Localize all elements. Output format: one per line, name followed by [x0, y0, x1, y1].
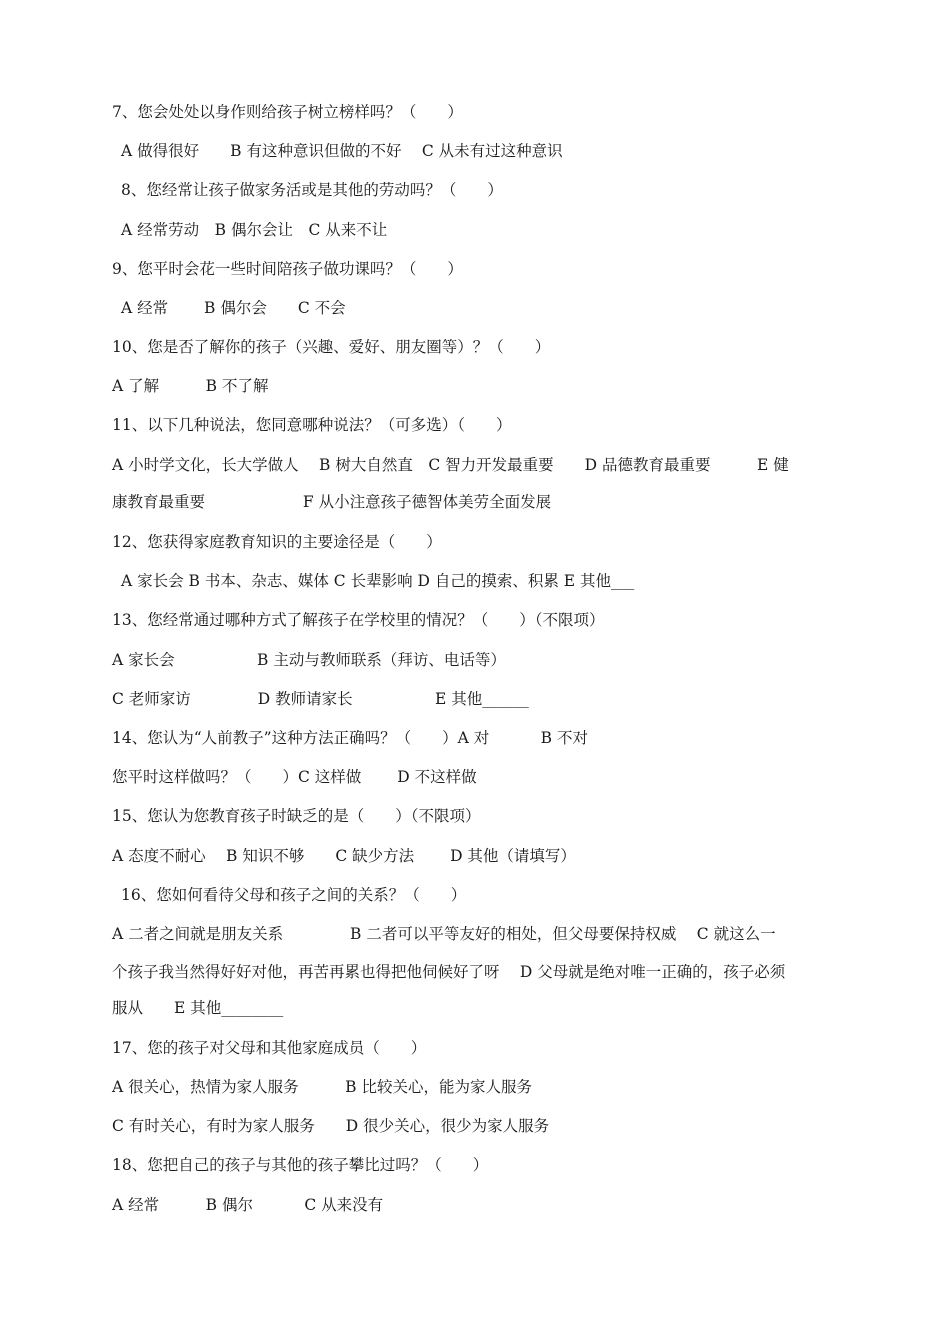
question-7: 7、您会处处以身作则给孩子树立榜样吗？（ ）: [112, 103, 463, 121]
question-8-options: A 经常劳动 B 偶尔会让 C 从来不让: [121, 221, 388, 239]
question-16-options-line-3: 服从 E 其他________: [112, 999, 284, 1017]
question-18-options: A 经常 B 偶尔 C 从来没有: [112, 1196, 384, 1214]
question-9: 9、您平时会花一些时间陪孩子做功课吗？（ ）: [112, 260, 463, 278]
question-7-options: A 做得很好 B 有这种意识但做的不好 C 从未有过这种意识: [121, 142, 563, 160]
question-11: 11、以下几种说法，您同意哪种说法？（可多选）（ ）: [112, 416, 512, 434]
question-16-options-line-2: 个孩子我当然得好好对他，再苦再累也得把他伺候好了呀 D 父母就是绝对唯一正确的，孩子必须: [112, 963, 786, 981]
question-8: 8、您经常让孩子做家务活或是其他的劳动吗？（ ）: [121, 181, 503, 199]
question-16-options-line-1: A 二者之间就是朋友关系 B 二者可以平等友好的相处，但父母要保持权威 C 就这么一: [112, 925, 776, 943]
question-14-followup: 您平时这样做吗？（ ）C 这样做 D 不这样做: [112, 768, 477, 786]
question-14: 14、您认为“人前教子”这种方法正确吗？（ ）A 对 B 不对: [112, 729, 588, 747]
question-13-options-line-2: C 老师家访 D 教师请家长 E 其他______: [112, 690, 529, 708]
question-12-options: A 家长会 B 书本、杂志、媒体 C 长辈影响 D 自己的摸索、积累 E 其他___: [121, 572, 635, 590]
question-17: 17、您的孩子对父母和其他家庭成员（ ）: [112, 1039, 427, 1057]
question-13: 13、您经常通过哪种方式了解孩子在学校里的情况？（ ）（不限项）: [112, 611, 605, 629]
question-11-options-line-1: A 小时学文化，长大学做人 B 树大自然直 C 智力开发最重要 D 品德教育最重要 E 健: [112, 456, 789, 474]
question-13-options-line-1: A 家长会 B 主动与教师联系（拜访、电话等）: [112, 651, 506, 669]
question-17-options-line-2: C 有时关心，有时为家人服务 D 很少关心，很少为家人服务: [112, 1117, 550, 1135]
question-10-options: A 了解 B 不了解: [112, 377, 269, 395]
question-15-options: A 态度不耐心 B 知识不够 C 缺少方法 D 其他（请填写）: [112, 847, 576, 865]
question-12: 12、您获得家庭教育知识的主要途径是（ ）: [112, 533, 442, 551]
question-9-options: A 经常 B 偶尔会 C 不会: [121, 299, 346, 317]
question-10: 10、您是否了解你的孩子（兴趣、爱好、朋友圈等）？（ ）: [112, 338, 551, 356]
question-17-options-line-1: A 很关心，热情为家人服务 B 比较关心，能为家人服务: [112, 1078, 532, 1096]
question-16: 16、您如何看待父母和孩子之间的关系？（ ）: [121, 886, 467, 904]
question-18: 18、您把自己的孩子与其他的孩子攀比过吗？（ ）: [112, 1156, 489, 1174]
question-15: 15、您认为您教育孩子时缺乏的是（ ）（不限项）: [112, 807, 481, 825]
question-11-options-line-2: 康教育最重要 F 从小注意孩子德智体美劳全面发展: [112, 493, 552, 511]
